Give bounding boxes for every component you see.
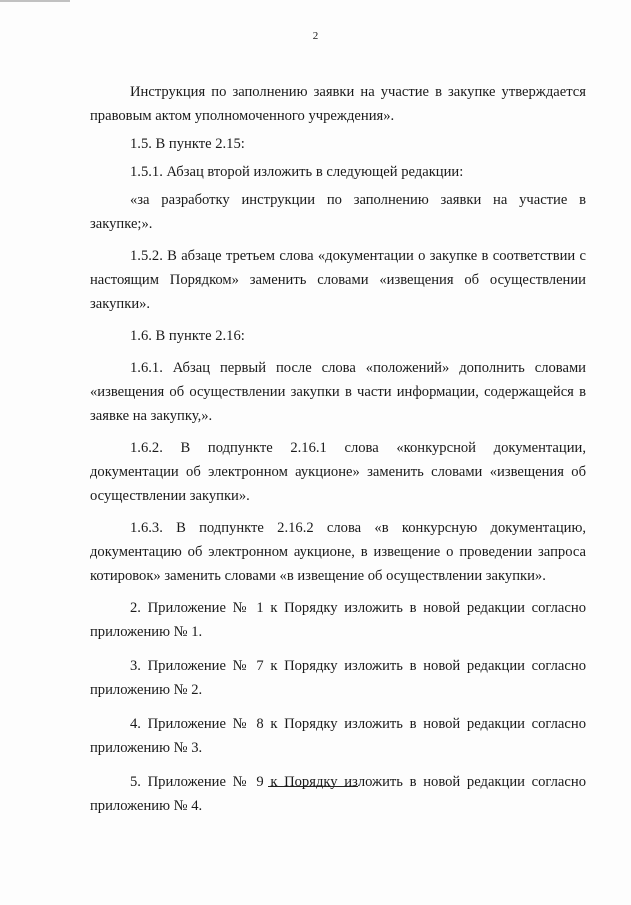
paragraph-quote-development: «за разработку инструкции по заполнению заявки на участие в закупке;». [90, 192, 586, 232]
paragraph-item-5: 5. Приложение № 9 к Порядку изложить в новой редакции согласно приложению № 4. [90, 774, 586, 814]
paragraph-1-5-2: 1.5.2. В абзаце третьем слова «документации о закупке в соответствии с настоящим Порядком» заменить словами «извещения об осуществлении закупки». [90, 248, 586, 312]
scan-edge-mark [0, 0, 70, 2]
paragraph-item-4: 4. Приложение № 8 к Порядку изложить в новой редакции согласно приложению № 3. [90, 716, 586, 756]
paragraph-1-6: 1.6. В пункте 2.16: [130, 328, 245, 344]
paragraph-instruction-approval: Инструкция по заполнению заявки на участие в закупке утверждается правовым актом уполномоченного учреждения». [90, 84, 586, 124]
paragraph-1-6-1: 1.6.1. Абзац первый после слова «положений» дополнить словами «извещения об осуществлении закупки в части информации, содержащейся в заявке на закупку,». [90, 360, 586, 424]
document-body [90, 80, 586, 818]
paragraph-item-3: 3. Приложение № 7 к Порядку изложить в новой редакции согласно приложению № 2. [90, 658, 586, 698]
page-number: 2 [312, 30, 319, 42]
paragraph-1-5: 1.5. В пункте 2.15: [130, 136, 245, 152]
paragraph-1-5-1: 1.5.1. Абзац второй изложить в следующей редакции: [130, 164, 464, 180]
end-of-text-rule [268, 786, 358, 787]
paragraph-1-6-2: 1.6.2. В подпункте 2.16.1 слова «конкурсной документации, документации об электронном аукционе» заменить словами «извещения об осуществлении закупки». [90, 440, 586, 504]
paragraph-1-6-3: 1.6.3. В подпункте 2.16.2 слова «в конкурсную документацию, документацию об электронном аукционе, в извещение о проведении запроса котировок» заменить словами «в извещение об осуществлении закупки». [90, 520, 586, 584]
paragraph-item-2: 2. Приложение № 1 к Порядку изложить в новой редакции согласно приложению № 1. [90, 600, 586, 640]
